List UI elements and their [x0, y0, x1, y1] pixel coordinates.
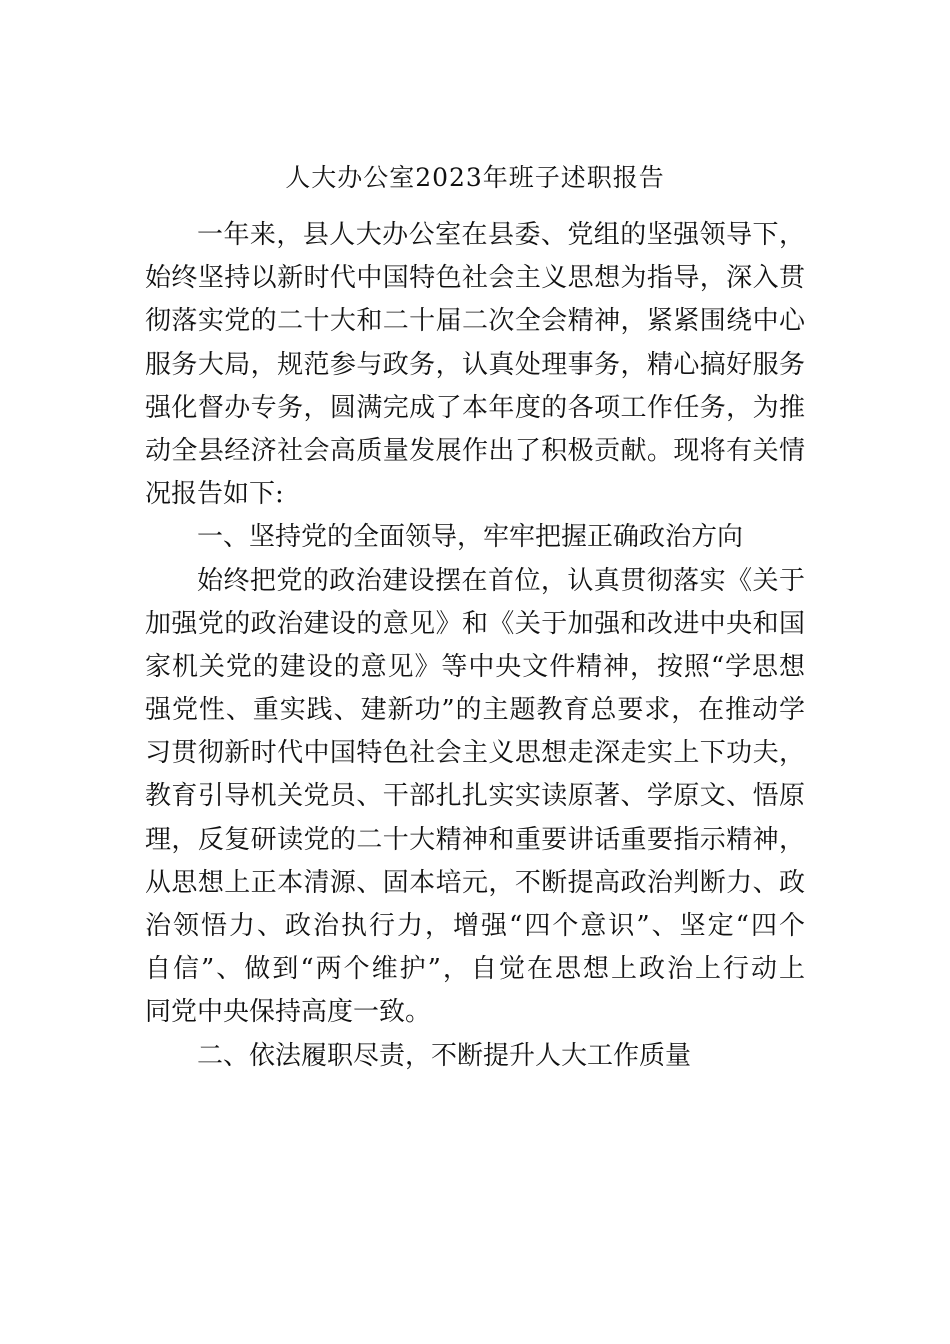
section-heading-1: 一、坚持党的全面领导，牢牢把握正确政治方向 [197, 522, 744, 553]
paragraph-1-line-3: 彻落实党的二十大和二十届二次全会精神，紧紧围绕中心 [145, 306, 805, 337]
paragraph-2-line-3: 家机关党的建设的意见》等中央文件精神，按照“学思想 [145, 651, 805, 682]
document-body [145, 214, 805, 1078]
paragraph-1-line-7: 况报告如下: [145, 479, 284, 510]
paragraph-1-line-4: 服务大局，规范参与政务，认真处理事务，精心搞好服务 [145, 349, 805, 380]
paragraph-1-line-1: 一年来，县人大办公室在县委、党组的坚强领导下， [197, 220, 805, 250]
paragraph-2-line-1: 始终把党的政治建设摆在首位，认真贯彻落实《关于 [197, 565, 805, 596]
paragraph-2-line-10: 自信”、做到“两个维护”，自觉在思想上政治上行动上 [145, 954, 805, 985]
paragraph-2-line-5: 习贯彻新时代中国特色社会主义思想走深走实上下功夫， [145, 738, 805, 769]
paragraph-2-line-11: 同党中央保持高度一致。 [145, 997, 432, 1028]
paragraph-2-line-2: 加强党的政治建设的意见》和《关于加强和改进中央和国 [145, 608, 805, 639]
paragraph-1-line-2: 始终坚持以新时代中国特色社会主义思想为指导，深入贯 [145, 263, 805, 294]
paragraph-2-line-7: 理，反复研读党的二十大精神和重要讲话重要指示精神， [145, 824, 805, 855]
paragraph-2-line-6: 教育引导机关党员、干部扎扎实实读原著、学原文、悟原 [145, 781, 805, 812]
paragraph-1-line-5: 强化督办专务，圆满完成了本年度的各项工作任务，为推 [145, 392, 805, 423]
paragraph-1-line-6: 动全县经济社会高质量发展作出了积极贡献。现将有关情 [145, 435, 805, 466]
section-heading-2: 二、依法履职尽责，不断提升人大工作质量 [197, 1040, 692, 1071]
paragraph-2-line-4: 强党性、重实践、建新功”的主题教育总要求，在推动学 [145, 695, 805, 726]
document-title: 人大办公室2023年班子述职报告 [285, 163, 665, 192]
paragraph-2-line-8: 从思想上正本清源、固本培元，不断提高政治判断力、政 [145, 867, 805, 898]
paragraph-2-line-9: 治领悟力、政治执行力，增强“四个意识”、坚定“四个 [145, 911, 805, 941]
